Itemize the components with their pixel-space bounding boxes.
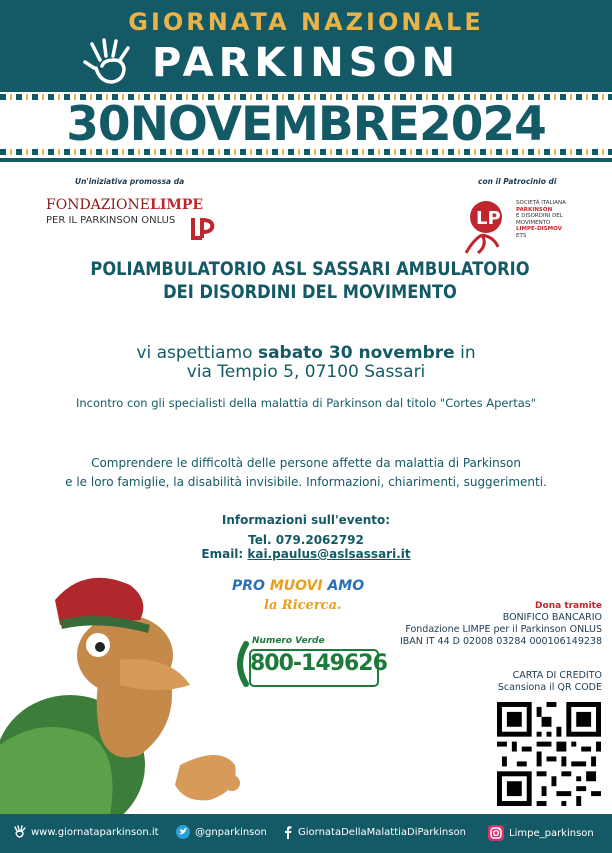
event-date-banner: 30NOVEMBRE2024	[66, 97, 546, 152]
email-label: Email:	[201, 547, 248, 561]
info-heading: Informazioni sull'evento:	[221, 513, 391, 527]
promuovi-amo: AMO	[327, 578, 365, 594]
event-description-1: Comprendere le difficoltà delle persone affette da malattia di Parkinson	[91, 456, 521, 470]
event-incontro: Incontro con gli specialisti della malattia di Parkinson dal titolo "Cortes Apertas"	[75, 396, 537, 410]
twitter-text: @gnparkinson	[195, 826, 267, 838]
event-title: POLIAMBULATORIO ASL SASSARI AMBULATORIO DEI DISORDINI DEL MOVIMENTO	[90, 259, 530, 303]
numero-verde-label: Numero Verde	[252, 636, 325, 646]
promuovi-muovi: MUOVI	[269, 578, 323, 594]
soc-line: ETS	[516, 232, 527, 239]
event-invite	[60, 344, 552, 382]
hand-small-icon	[12, 825, 26, 839]
credit-card-label: CARTA DI CREDITO	[512, 670, 602, 681]
soc-line: LIMPE-DISMOV	[516, 226, 562, 232]
fondazione-limpe-logo	[46, 197, 203, 226]
credit-card-info	[498, 670, 602, 694]
donation-method: BONIFICO BANCARIO	[502, 612, 602, 623]
twitter-icon	[176, 825, 190, 839]
soc-line: E DISORDINI DEL	[516, 213, 563, 219]
promoter-label: Un'iniziativa promossa da	[75, 177, 185, 186]
qr-code-icon[interactable]	[497, 702, 601, 806]
logo-text-onlus: PER IL PARKINSON ONLUS	[46, 215, 176, 226]
lp-logo-icon	[190, 214, 216, 242]
logo-text-limpe: LIMPE	[149, 197, 204, 213]
logo-text-fondazione: FONDAZIONE	[46, 197, 150, 213]
donation-title: Dona tramite	[535, 601, 602, 611]
invite-post: in	[454, 343, 476, 363]
donation-iban: IBAN IT 44 D 02008 03284 000106149238	[399, 636, 602, 647]
patronage-label: con il Patrocinio di	[478, 177, 557, 186]
facebook-text: GiornataDellaMalattiaDiParkinson	[298, 826, 466, 838]
svg-text:LP: LP	[476, 208, 501, 229]
invite-pre: vi aspettiamo	[136, 343, 258, 363]
qr-instruction: Scansiona il QR CODE	[497, 682, 602, 693]
footer-website[interactable]	[12, 825, 159, 839]
donation-beneficiary: Fondazione LIMPE per il Parkinson ONLUS	[405, 624, 602, 635]
numero-verde-number[interactable]: 800-149626	[250, 651, 387, 676]
invite-date: sabato 30 novembre	[257, 343, 455, 363]
event-address: via Tempio 5, 07100 Sassari	[186, 362, 426, 382]
footer-twitter[interactable]	[176, 825, 267, 839]
limpe-dismov-logo-text	[516, 200, 566, 239]
footer-facebook[interactable]	[283, 825, 466, 839]
instagram-icon	[488, 825, 504, 841]
event-phone[interactable]: Tel. 079.2062792	[248, 533, 364, 547]
footer-instagram[interactable]	[488, 825, 594, 841]
turtle-mascot-icon	[0, 565, 250, 815]
promuovi-logo	[232, 578, 364, 594]
promuovi-pro: PRO	[232, 578, 265, 594]
header-line1: GIORNATA NAZIONALE	[128, 8, 484, 36]
event-email	[0, 547, 612, 561]
ricerca-tagline: la Ricerca.	[264, 598, 342, 613]
donation-info	[400, 600, 602, 648]
website-text: www.giornataparkinson.it	[31, 826, 159, 838]
soc-line: MOVIMENTO	[516, 219, 551, 226]
soc-line: SOCIETÀ ITALIANA	[516, 200, 566, 206]
instagram-text: Limpe_parkinson	[509, 827, 594, 839]
header-line2: PARKINSON	[151, 40, 461, 86]
email-link[interactable]: kai.paulus@aslsassari.it	[247, 547, 411, 561]
event-description-2: e le loro famiglie, la disabilità invisibile. Informazioni, chiarimenti, suggerimenti.	[65, 475, 547, 489]
soc-line: PARKINSON	[516, 206, 553, 213]
facebook-icon	[283, 825, 293, 839]
